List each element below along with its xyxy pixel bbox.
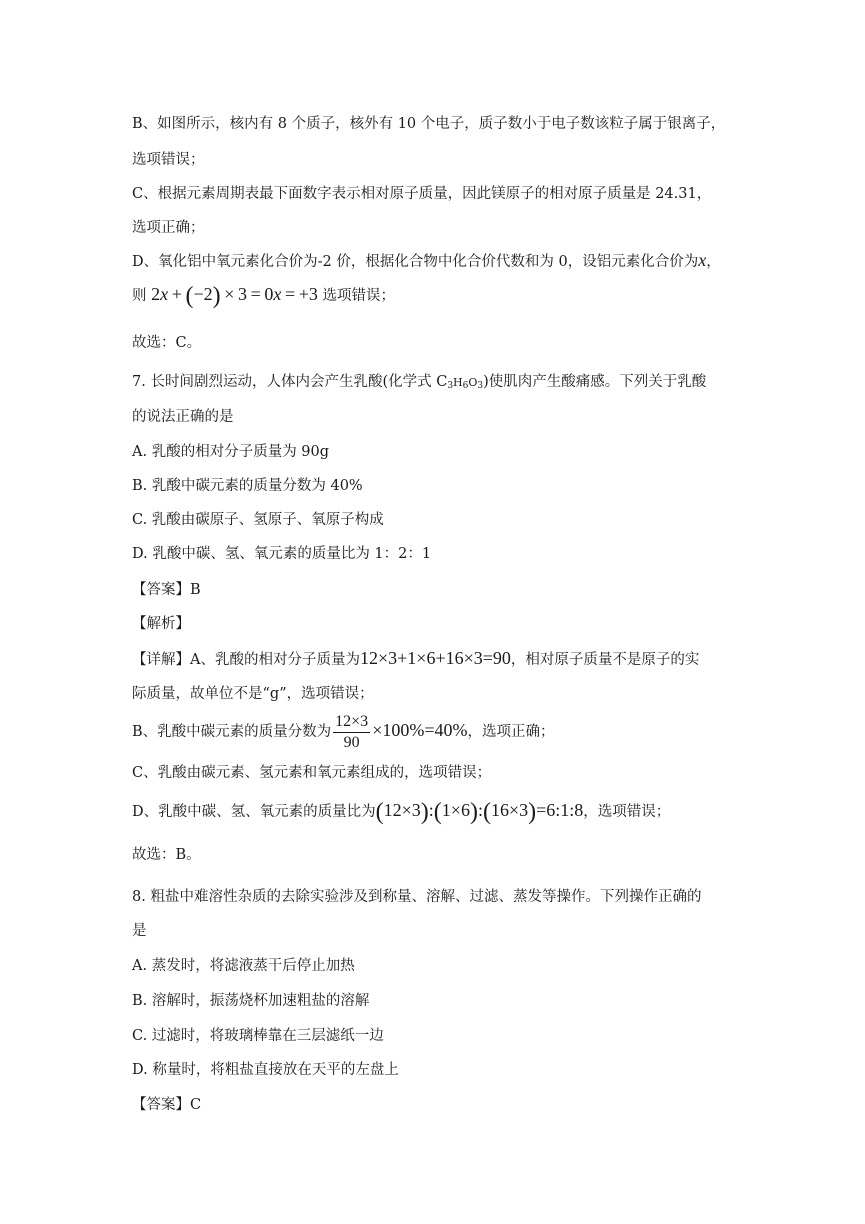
q7-answer: 【答案】B — [132, 582, 201, 598]
q7-d-ratio: (12×3):(1×6):(16×3)=6:1:8 — [375, 799, 584, 825]
q7-b-denominator: 90 — [343, 733, 360, 751]
q6-option-b-explain-line1: B、如图所示，核内有 8 个质子，核外有 10 个电子，质子数小于电子数该粒子属于银离子， — [132, 116, 726, 132]
q8-stem-line1: 8. 粗盐中难溶性杂质的去除实验涉及到称量、溶解、过滤、蒸发等操作。下列操作正确的 — [132, 889, 702, 905]
q6-option-d-explain-line2 — [132, 283, 395, 309]
q7-option-a: A. 乳酸的相对分子质量为 90g — [132, 444, 330, 460]
q7-stem-a: 7. 长时间剧烈运动，人体内会产生乳酸(化学式 C — [132, 374, 448, 390]
q7-d-suffix: ，选项错误； — [583, 804, 671, 820]
q7-c-explain: C、乳酸由碳元素、氢元素和氧元素组成的，选项错误； — [132, 765, 492, 781]
q7-b-suffix: ，选项正确； — [467, 724, 555, 740]
q6-conclusion: 故选：C。 — [132, 335, 202, 351]
q7-b-explain — [132, 710, 554, 753]
q7-d-part3: 16×3 — [490, 800, 529, 820]
q7-b-prefix: B、乳酸中碳元素的质量分数为 — [132, 724, 332, 740]
q6-d-variable: x — [698, 250, 707, 270]
q6-option-d-explain-line1 — [132, 250, 721, 272]
q8-option-b: B. 溶解时，振荡烧杯加速粗盐的溶解 — [132, 993, 370, 1009]
q7-b-fraction — [333, 712, 370, 753]
q8-answer: 【答案】C — [132, 1097, 202, 1113]
q6-d-line2-prefix: 则 — [132, 288, 147, 304]
q7-detail-math: 12×3+1×6+16×3=90 — [359, 648, 511, 668]
q7-d-prefix: D、乳酸中碳、氢、氧元素的质量比为 — [132, 804, 376, 820]
q6-d-text: D、氧化铝中氧元素化合价为-2 价，根据化合物中化合价代数和为 0，设铝元素化合价为 — [132, 254, 699, 270]
q7-detail-suffix: ，相对原子质量不是原子的实 — [510, 652, 700, 668]
q7-option-c: C. 乳酸由碳原子、氢原子、氧原子构成 — [132, 512, 384, 528]
q7-stem-line2: 的说法正确的是 — [132, 409, 234, 425]
q7-sub-h: 6 — [462, 381, 469, 391]
q7-d-explain — [132, 799, 671, 825]
q7-stem-line1 — [132, 372, 706, 396]
q6-option-b-explain-line2: 选项错误； — [132, 152, 205, 168]
q7-option-b: B. 乳酸中碳元素的质量分数为 40% — [132, 478, 363, 494]
q7-o: O — [468, 376, 478, 389]
q7-d-part2: 1×6 — [441, 800, 470, 820]
q7-option-d: D. 乳酸中碳、氢、氧元素的质量比为 1：2：1 — [132, 546, 432, 562]
q7-b-math-rest: ×100%=40% — [372, 720, 468, 740]
q6-d-equation: 2x + (−2) × 3 = 0x = +3 — [151, 283, 318, 309]
q8-option-d: D. 称量时，将粗盐直接放在天平的左盘上 — [132, 1062, 399, 1078]
q6-option-c-explain-line2: 选项正确； — [132, 220, 205, 236]
q6-option-c-explain-line1: C、根据元素周期表最下面数字表示相对原子质量，因此镁原子的相对原子质量是 24.31， — [132, 186, 712, 202]
q7-detail-line2: 际质量，故单位不是“g”，选项错误； — [132, 686, 374, 702]
q8-option-c: C. 过滤时，将玻璃棒靠在三层滤纸一边 — [132, 1028, 384, 1044]
q7-stem-b: )使肌肉产生酸痛感。下列关于乳酸 — [483, 374, 707, 390]
q8-option-a: A. 蒸发时，将滤液蒸干后停止加热 — [132, 958, 355, 974]
q6-d-text-end: ， — [706, 254, 721, 270]
q7-conclusion: 故选：B。 — [132, 847, 201, 863]
q7-d-result: =6:1:8 — [536, 800, 584, 820]
q7-detail-line1 — [132, 648, 699, 670]
q7-sub-c: 3 — [447, 381, 454, 391]
q7-detail-prefix: 【详解】A、乳酸的相对分子质量为 — [132, 652, 360, 668]
q8-stem-line2: 是 — [132, 923, 147, 939]
q7-sub-o: 3 — [477, 381, 484, 391]
q6-d-line2-suffix: 选项错误； — [322, 288, 395, 304]
q7-h: H — [453, 376, 463, 389]
q7-b-numerator: 12×3 — [333, 712, 370, 733]
q7-d-part1: 12×3 — [383, 800, 421, 820]
q7-analysis-heading: 【解析】 — [132, 616, 190, 632]
